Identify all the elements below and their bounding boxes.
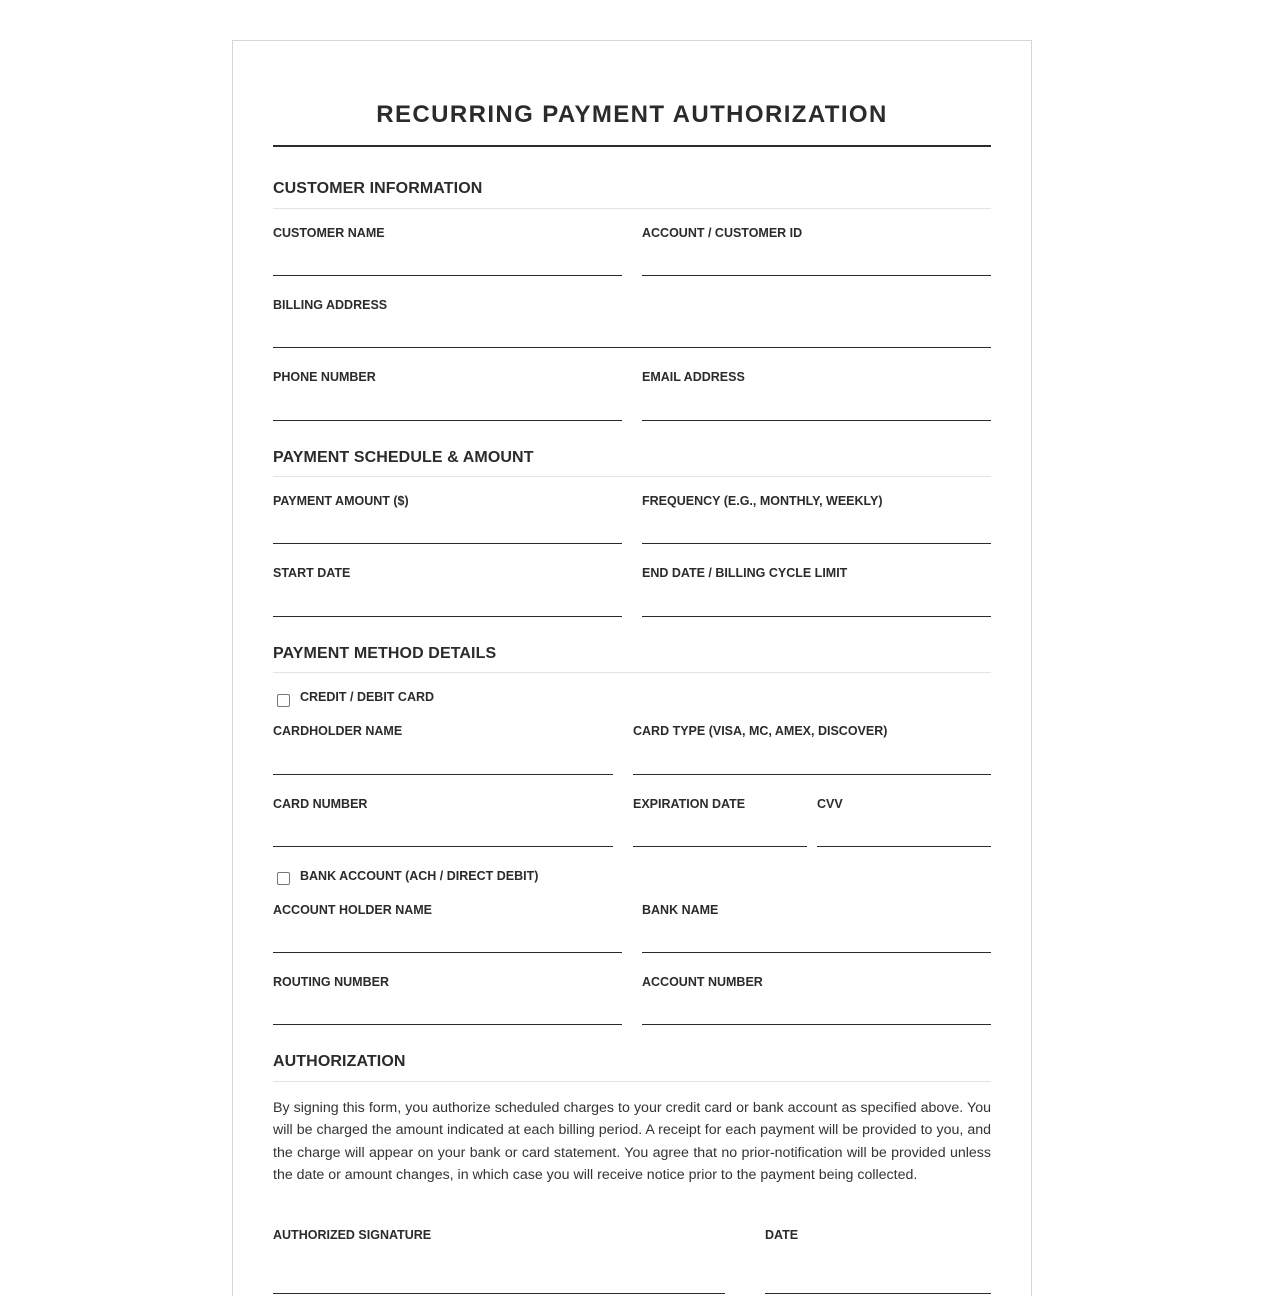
customer-id-label: ACCOUNT / CUSTOMER ID bbox=[642, 226, 803, 240]
signature-date-label: DATE bbox=[765, 1228, 799, 1242]
signature-field[interactable] bbox=[273, 1293, 725, 1294]
cvv-label: CVV bbox=[817, 797, 843, 811]
title-divider bbox=[273, 145, 991, 147]
method-section-divider bbox=[273, 672, 991, 673]
routing-number-label: ROUTING NUMBER bbox=[273, 975, 389, 989]
customer-section-divider bbox=[273, 208, 991, 209]
customer-name-label: CUSTOMER NAME bbox=[273, 226, 385, 240]
card-number-field[interactable] bbox=[273, 846, 613, 847]
end-date-label: END DATE / BILLING CYCLE LIMIT bbox=[642, 566, 848, 580]
billing-address-field[interactable] bbox=[273, 347, 991, 348]
email-address-field[interactable] bbox=[642, 420, 991, 421]
end-date-field[interactable] bbox=[642, 616, 991, 617]
phone-number-field[interactable] bbox=[273, 420, 622, 421]
account-holder-name-field[interactable] bbox=[273, 952, 622, 953]
bank-name-field[interactable] bbox=[642, 952, 991, 953]
start-date-label: START DATE bbox=[273, 566, 351, 580]
form-title: RECURRING PAYMENT AUTHORIZATION bbox=[376, 101, 888, 128]
schedule-section-heading: PAYMENT SCHEDULE & AMOUNT bbox=[273, 449, 534, 466]
bank-name-label: BANK NAME bbox=[642, 903, 719, 917]
bank-option-label: BANK ACCOUNT (ACH / DIRECT DEBIT) bbox=[300, 869, 539, 883]
routing-number-field[interactable] bbox=[273, 1024, 622, 1025]
start-date-field[interactable] bbox=[273, 616, 622, 617]
signature-label: AUTHORIZED SIGNATURE bbox=[273, 1228, 432, 1242]
customer-section-heading: CUSTOMER INFORMATION bbox=[273, 180, 483, 197]
account-holder-name-label: ACCOUNT HOLDER NAME bbox=[273, 903, 433, 917]
cardholder-name-field[interactable] bbox=[273, 774, 613, 775]
cardholder-name-label: CARDHOLDER NAME bbox=[273, 724, 403, 738]
cvv-field[interactable] bbox=[817, 846, 991, 847]
bank-option-checkbox[interactable] bbox=[277, 872, 290, 885]
payment-amount-label: PAYMENT AMOUNT ($) bbox=[273, 494, 409, 508]
account-number-field[interactable] bbox=[642, 1024, 991, 1025]
authorization-section-heading: AUTHORIZATION bbox=[273, 1053, 406, 1070]
email-address-label: EMAIL ADDRESS bbox=[642, 370, 745, 384]
authorization-section-divider bbox=[273, 1081, 991, 1082]
authorization-text: By signing this form, you authorize scheduled charges to your credit card or bank account as specified above. You will be charged the amount indicated at each billing period. A receipt for each payment will be provided to you, and the charge will appear on your bank or card statement. You agree that no prior-notification will be provided unless the date or amount changes, in which case you will receive notice prior to the payment being collected. bbox=[273, 1100, 991, 1184]
card-number-label: CARD NUMBER bbox=[273, 797, 368, 811]
method-section-heading: PAYMENT METHOD DETAILS bbox=[273, 645, 497, 662]
account-number-label: ACCOUNT NUMBER bbox=[642, 975, 763, 989]
schedule-section-divider bbox=[273, 476, 991, 477]
frequency-field[interactable] bbox=[642, 543, 991, 544]
payment-amount-field[interactable] bbox=[273, 543, 622, 544]
frequency-label: FREQUENCY (E.G., MONTHLY, WEEKLY) bbox=[642, 494, 883, 508]
customer-name-field[interactable] bbox=[273, 275, 622, 276]
card-type-field[interactable] bbox=[633, 774, 991, 775]
phone-number-label: PHONE NUMBER bbox=[273, 370, 376, 384]
billing-address-label: BILLING ADDRESS bbox=[273, 298, 388, 312]
expiration-date-field[interactable] bbox=[633, 846, 807, 847]
expiration-date-label: EXPIRATION DATE bbox=[633, 797, 746, 811]
customer-id-field[interactable] bbox=[642, 275, 991, 276]
card-option-checkbox[interactable] bbox=[277, 694, 290, 707]
card-option-label: CREDIT / DEBIT CARD bbox=[300, 690, 435, 704]
form-sheet bbox=[232, 40, 1032, 1296]
signature-date-field[interactable] bbox=[765, 1293, 991, 1294]
card-type-label: CARD TYPE (VISA, MC, AMEX, DISCOVER) bbox=[633, 724, 888, 738]
